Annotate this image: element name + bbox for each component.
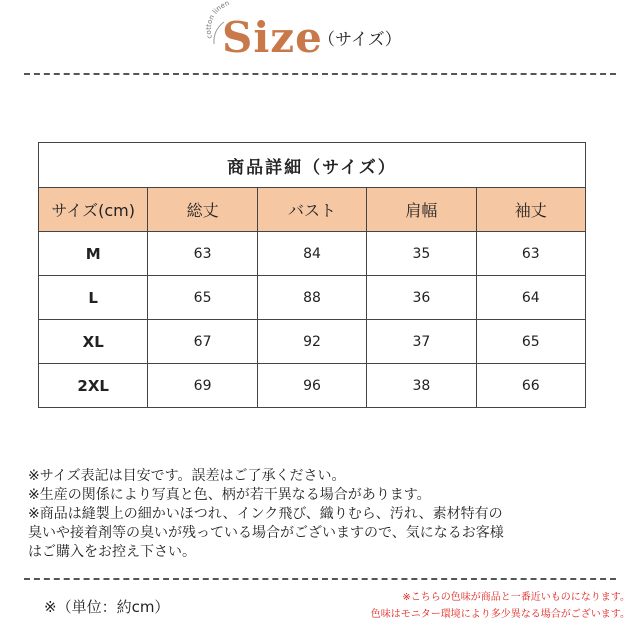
notes-block bbox=[28, 467, 628, 562]
size-subtitle: （サイズ） bbox=[318, 30, 402, 50]
note-line: ※商品は縫製上の細かいほつれ、インク飛び、織りむら、汚れ、素材特有の bbox=[28, 506, 503, 522]
size-title: Size bbox=[222, 13, 323, 62]
size-table bbox=[38, 142, 586, 408]
table-row bbox=[39, 276, 586, 320]
color-notes bbox=[312, 589, 630, 623]
table-cell: 37 bbox=[367, 320, 476, 364]
column-header-shoulder: 肩幅 bbox=[367, 188, 476, 232]
column-header-length: 総丈 bbox=[148, 188, 257, 232]
badge-text-path: cotton linen bbox=[204, 0, 231, 40]
table-header-row bbox=[39, 188, 586, 232]
table-cell: 66 bbox=[476, 364, 585, 408]
table-cell: 64 bbox=[476, 276, 585, 320]
table-cell: 96 bbox=[257, 364, 366, 408]
size-table-wrapper bbox=[38, 142, 586, 408]
size-label: M bbox=[39, 232, 148, 276]
table-cell: 84 bbox=[257, 232, 366, 276]
column-header-size: サイズ(cm) bbox=[39, 188, 148, 232]
unit-note: ※（単位：約cm） bbox=[44, 598, 170, 616]
divider-bottom bbox=[24, 578, 616, 580]
note-line: はご購入をお控え下さい。 bbox=[28, 544, 196, 560]
table-cell: 35 bbox=[367, 232, 476, 276]
table-cell: 92 bbox=[257, 320, 366, 364]
table-cell: 63 bbox=[148, 232, 257, 276]
note-line: ※サイズ表記は目安です。誤差はご了承ください。 bbox=[28, 468, 346, 484]
table-cell: 67 bbox=[148, 320, 257, 364]
note-line: 臭いや接着剤等の臭いが残っている場合がございますので、気になるお客様 bbox=[28, 525, 504, 541]
table-cell: 65 bbox=[476, 320, 585, 364]
table-cell: 88 bbox=[257, 276, 366, 320]
table-cell: 69 bbox=[148, 364, 257, 408]
table-row bbox=[39, 232, 586, 276]
table-cell: 38 bbox=[367, 364, 476, 408]
color-note-line: 色味はモニター環境により多少異なる場合がございます。 bbox=[370, 609, 630, 620]
table-caption: 商品詳細（サイズ） bbox=[39, 143, 586, 188]
column-header-bust: バスト bbox=[257, 188, 366, 232]
column-header-sleeve: 袖丈 bbox=[476, 188, 585, 232]
page-header bbox=[0, 0, 640, 70]
color-note-line: ※こちらの色味が商品と一番近いものになります。 bbox=[402, 592, 630, 603]
table-row bbox=[39, 320, 586, 364]
table-row bbox=[39, 364, 586, 408]
table-cell: 65 bbox=[148, 276, 257, 320]
divider-top bbox=[24, 73, 616, 75]
table-cell: 36 bbox=[367, 276, 476, 320]
size-label: XL bbox=[39, 320, 148, 364]
size-label: L bbox=[39, 276, 148, 320]
note-line: ※生産の関係により写真と色、柄が若干異なる場合があります。 bbox=[28, 487, 431, 503]
size-label: 2XL bbox=[39, 364, 148, 408]
table-cell: 63 bbox=[476, 232, 585, 276]
